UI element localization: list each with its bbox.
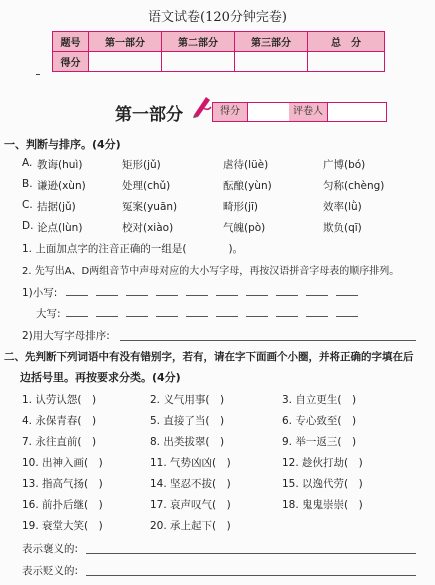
word-item[interactable]: 19. 衰堂大笑( ) — [22, 520, 103, 532]
option-a-label: A. — [22, 157, 33, 169]
part-one-grader-box — [289, 102, 387, 122]
score-table — [52, 31, 385, 72]
word-item[interactable]: 9. 举一返三( ) — [282, 436, 357, 448]
score-cell-part1 — [89, 52, 162, 72]
grader-label: 评卷人 — [289, 103, 328, 121]
option-c-item: 畸形(jī) — [223, 201, 259, 213]
pen-icon — [191, 93, 213, 119]
option-b-item: 酝酿(yùn) — [223, 180, 272, 192]
score-header-part1: 第一部分 — [89, 32, 162, 52]
grader-field — [328, 103, 386, 121]
option-b-item: 谦逊(xùn) — [37, 180, 86, 192]
score-cell-total — [308, 52, 385, 72]
word-item[interactable]: 14. 坚忍不拔( ) — [150, 478, 231, 490]
word-item[interactable]: 4. 永保青春( ) — [22, 415, 97, 427]
score-header-part2: 第二部分 — [162, 32, 235, 52]
derog-answer-line[interactable] — [86, 575, 416, 576]
question-1: 1. 上面加点字的注音正确的一组是( )。 — [22, 243, 244, 255]
derog-label: 表示贬义的: — [22, 565, 79, 577]
word-item[interactable]: 6. 专心致至( ) — [282, 415, 357, 427]
option-b-item: 处理(chǔ) — [122, 180, 171, 192]
praise-answer-line[interactable] — [86, 553, 416, 554]
lowercase-label: 1)小写: — [22, 287, 58, 299]
section2-heading: 二、先判断下列词语中有没有错别字，若有，请在字下面画个小圈，并将正确的字填在后 — [4, 351, 414, 363]
uppercase-label: 大写: — [36, 308, 61, 320]
word-item[interactable]: 20. 承上起下( ) — [150, 520, 231, 532]
decorative-dash — [36, 74, 40, 75]
praise-label: 表示褒义的: — [22, 543, 79, 555]
word-item[interactable]: 13. 指高气扬( ) — [22, 478, 103, 490]
score-header-part3: 第三部分 — [235, 32, 308, 52]
option-c-item: 拮据(jǔ) — [37, 201, 76, 213]
option-c-item: 效率(lǜ) — [323, 201, 362, 213]
part-one-score-box — [212, 102, 291, 122]
score-cell-part3 — [235, 52, 308, 72]
option-c-label: C. — [22, 199, 33, 211]
uppercase-blanks[interactable] — [62, 306, 362, 318]
score-row-label: 得分 — [53, 52, 89, 72]
word-item[interactable]: 11. 气势凶凶( ) — [150, 457, 231, 469]
option-b-item: 匀称(chèng) — [323, 180, 385, 192]
option-a-item: 广博(bó) — [323, 159, 366, 171]
option-a-item: 矩形(jǔ) — [122, 159, 161, 171]
word-item[interactable]: 16. 前扑后继( ) — [22, 499, 103, 511]
score-header-question: 题号 — [53, 32, 89, 52]
option-d-label: D. — [22, 220, 34, 232]
word-item[interactable]: 1. 认劳认怨( ) — [22, 394, 97, 406]
score-header-total: 总 分 — [308, 32, 385, 52]
word-item[interactable]: 5. 直接了当( ) — [150, 415, 225, 427]
option-d-item: 校对(xiào) — [122, 222, 174, 234]
option-a-item: 虐待(lüè) — [223, 159, 269, 171]
order-label: 2)用大写字母排序: — [22, 330, 110, 342]
option-d-item: 气魄(pò) — [223, 222, 266, 234]
part-one-title: 第一部分 — [115, 105, 183, 125]
score-cell-part2 — [162, 52, 235, 72]
section1-heading: 一、判断与排序。(4分) — [4, 138, 121, 151]
word-item[interactable]: 18. 鬼鬼崇崇( ) — [282, 499, 363, 511]
order-answer-line[interactable] — [120, 340, 416, 341]
word-item[interactable]: 15. 以逸代劳( ) — [282, 478, 363, 490]
option-c-item: 冤案(yuān) — [122, 201, 178, 213]
word-item[interactable]: 17. 哀声叹气( ) — [150, 499, 231, 511]
lowercase-blanks[interactable] — [62, 285, 362, 297]
word-item[interactable]: 7. 永往直前( ) — [22, 436, 97, 448]
word-item[interactable]: 3. 自立更生( ) — [282, 394, 357, 406]
word-item[interactable]: 10. 出神入画( ) — [22, 457, 103, 469]
exam-title: 语文试卷(120分钟完卷) — [148, 10, 287, 25]
word-item[interactable]: 8. 出类拔翠( ) — [150, 436, 225, 448]
word-item[interactable]: 12. 趁伙打劫( ) — [282, 457, 363, 469]
option-d-item: 欺负(qī) — [323, 222, 362, 234]
section2-heading-cont: 边括号里。再按要求分类。(4分) — [20, 371, 181, 384]
option-d-item: 论点(lùn) — [37, 222, 83, 234]
question-2: 2. 先写出A、D两组音节中声母对应的大小写字母，再按汉语拼音字母表的顺序排列。 — [22, 266, 400, 277]
option-b-label: B. — [22, 178, 33, 190]
score-field — [248, 103, 290, 121]
score-label: 得分 — [213, 103, 248, 121]
word-item[interactable]: 2. 义气用事( ) — [150, 394, 225, 406]
option-a-item: 教诲(huì) — [37, 159, 83, 171]
